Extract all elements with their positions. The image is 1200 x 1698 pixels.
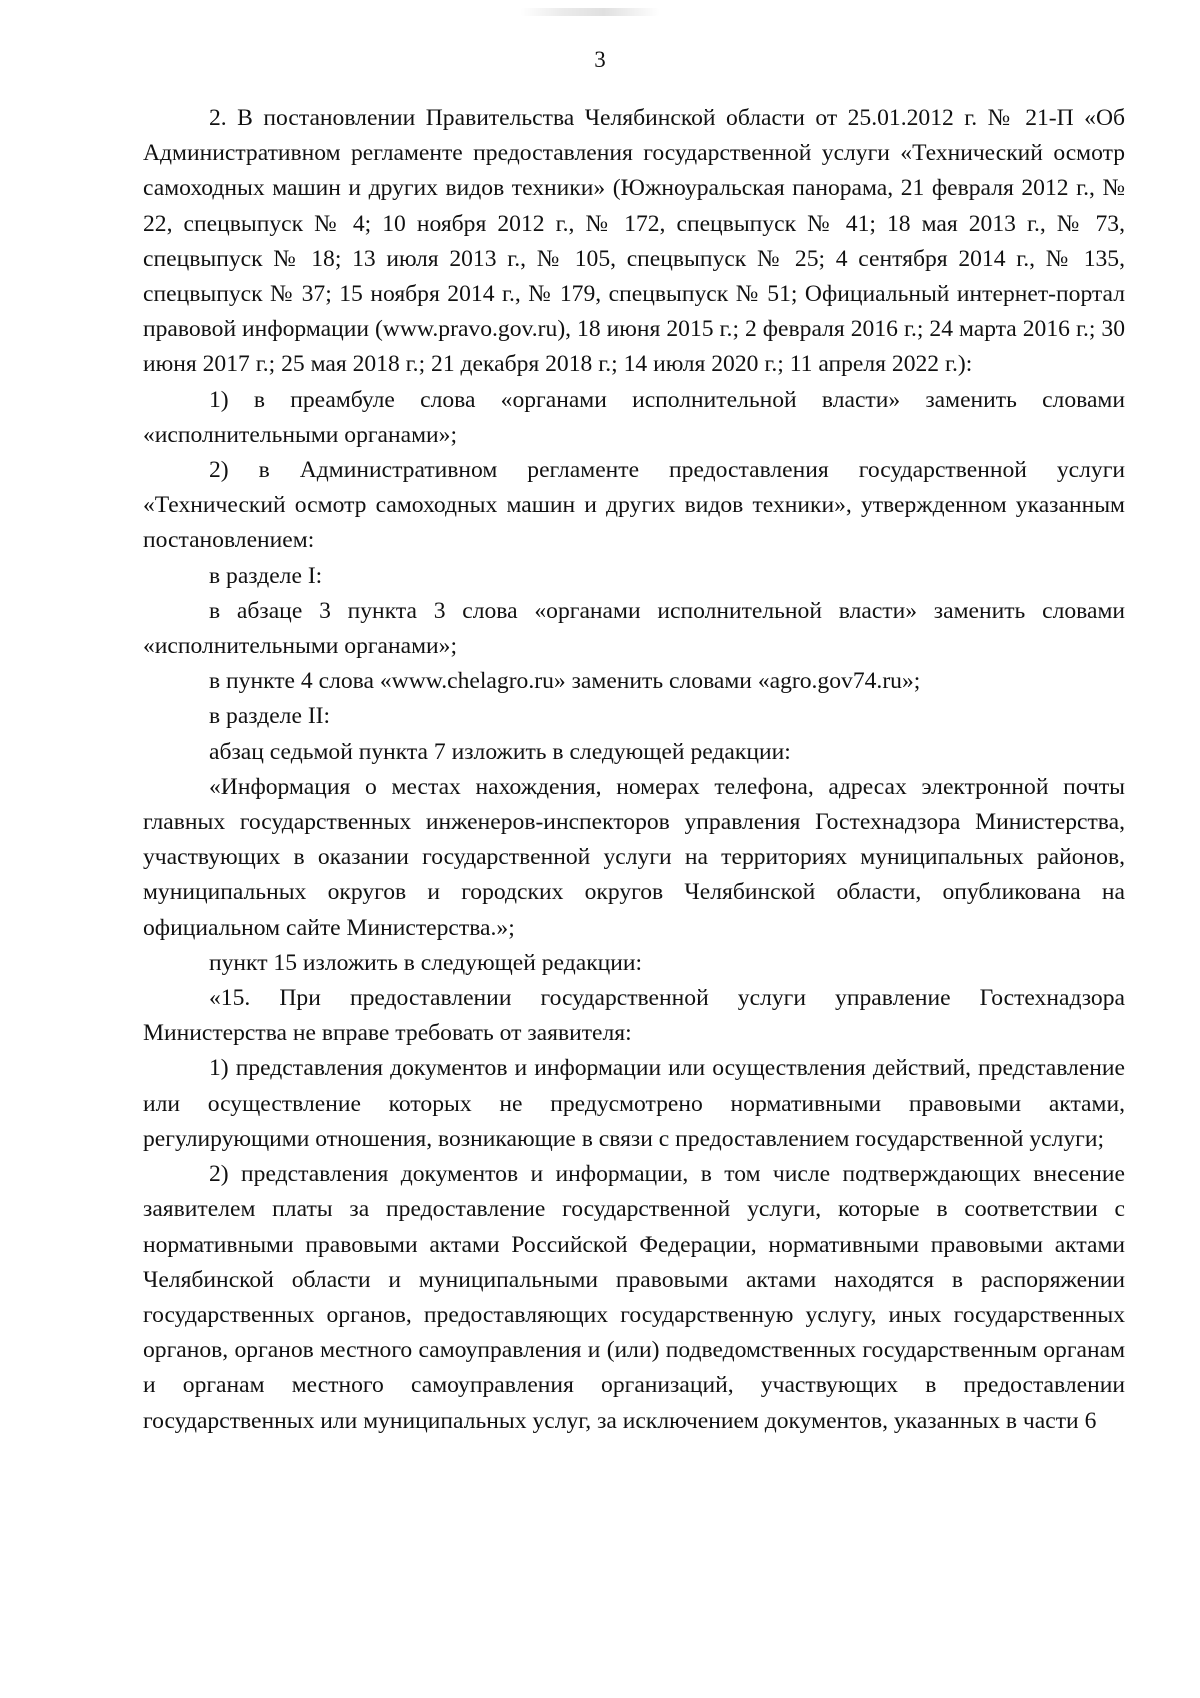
paragraph-item-2: 2) в Административном регламенте предоставления государственной услуги «Технический осмотр самоходных машин и других видов техники», утвержденном указанным постановлением: — [143, 457, 1125, 554]
paragraph-point-15-sub-2: 2) представления документов и информации, в том числе подтверждающих внесение заявителем платы за предоставление государственной услуги, которые в соответствии с нормативными правовыми актами Российской Федерации, нормативными правовыми актами Челябинской области и муниципальными правовыми актами находятся в распоряжении государственных органов, предоставляющих государственную услугу, иных государственных органов, органов местного самоуправления и (или) подведомственных государственным органам и органам местного самоуправления организаций, участвующих в предоставлении государственных или муниципальных услуг, за исключением документов, указанных в части 6 — [143, 1161, 1125, 1434]
paragraph-point-4: в пункте 4 слова «www.chelagro.ru» заменить словами «agro.gov74.ru»; — [209, 668, 921, 695]
paragraph-item-1: 1) в преамбуле слова «органами исполнительной власти» заменить словами «исполнительными органами»; — [143, 386, 1125, 448]
paragraph-point-7-text: «Информация о местах нахождения, номерах телефона, адресах электронной почты главных государственных инженеров-инспекторов управления Гостехнадзора Министерства, участвующих в оказании государственной услуги на территориях муниципальных районов, муниципальных округов и городских округов Челябинской области, опубликована на официальном сайте Министерства.»; — [143, 773, 1125, 941]
paragraph-section-1: в разделе I: — [209, 562, 323, 589]
paragraph-point-15-intro: пункт 15 изложить в следующей редакции: — [209, 949, 643, 976]
paragraph-section-2: в разделе II: — [209, 703, 331, 730]
document-body — [143, 101, 1125, 1439]
paragraph-point-15-text: «15. При предоставлении государственной услуги управление Гостехнадзора Министерства не вправе требовать от заявителя: — [143, 985, 1125, 1047]
scan-artifact — [520, 8, 660, 16]
paragraph-point-7-intro: абзац седьмой пункта 7 изложить в следующей редакции: — [209, 738, 791, 765]
paragraph-point-3: в абзаце 3 пункта 3 слова «органами исполнительной власти» заменить словами «исполнительными органами»; — [143, 597, 1125, 660]
page-number: 3 — [594, 47, 606, 72]
paragraph-point-15-sub-1: 1) представления документов и информации или осуществления действий, представление или осуществление которых не предусмотрено нормативными правовыми актами, регулирующими отношения, возникающие в связи с предоставлением государственной услуги; — [143, 1055, 1125, 1152]
paragraph-amendment-2: 2. В постановлении Правительства Челябинской области от 25.01.2012 г. № 21-П «Об Административном регламенте предоставления государственной услуги «Технический осмотр самоходных машин и других видов техники» (Южноуральская панорама, 21 февраля 2012 г., № 22, спецвыпуск № 4; 10 ноября 2012 г., № 172, спецвыпуск № 41; 18 мая 2013 г., № 73, спецвыпуск № 18; 13 июля 2013 г., № 105, спецвыпуск № 25; 4 сентября 2014 г., № 135, спецвыпуск № 37; 15 ноября 2014 г., № 179, спецвыпуск № 51; Официальный интернет-портал правовой информации (www.pravo.gov.ru), 18 июня 2015 г.; 2 февраля 2016 г.; 24 марта 2016 г.; 30 июня 2017 г.; 25 мая 2018 г.; 21 декабря 2018 г.; 14 июля 2020 г.; 11 апреля 2022 г.): — [143, 105, 1125, 378]
